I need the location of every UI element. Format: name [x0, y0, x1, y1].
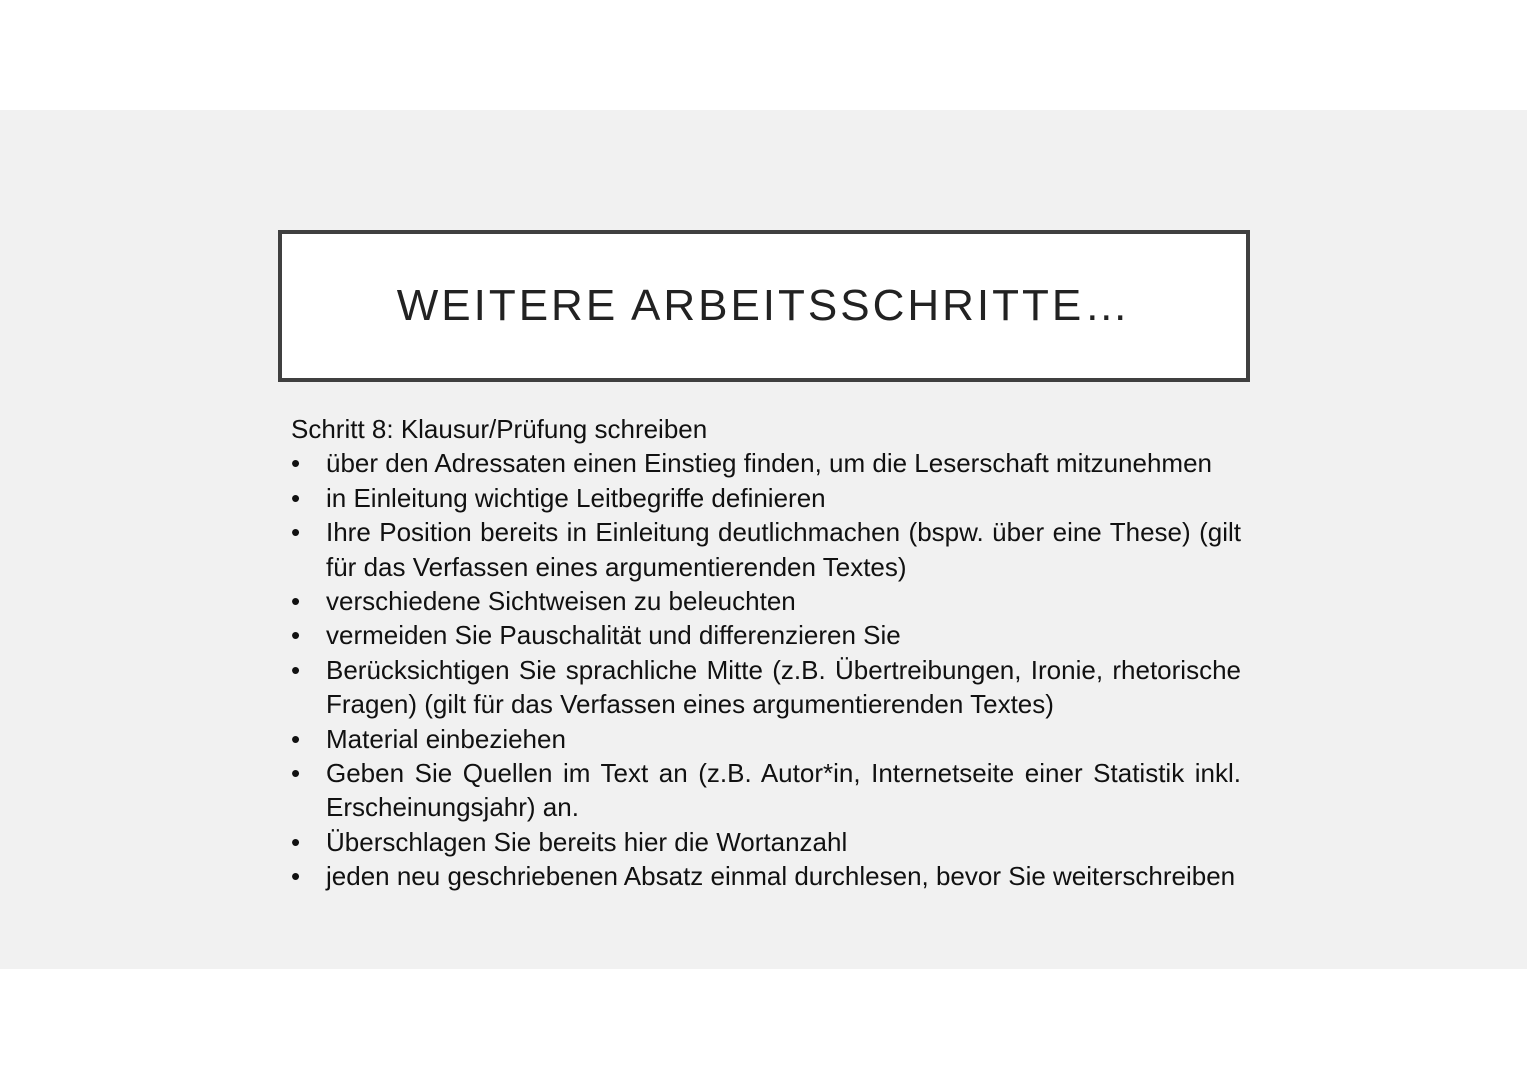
bullet-icon: • [291, 654, 301, 685]
list-item: • verschiedene Sichtweisen zu beleuchten [291, 584, 1241, 618]
bullet-icon: • [291, 861, 301, 892]
list-item: • Überschlagen Sie bereits hier die Wortanzahl [291, 825, 1241, 859]
bullet-icon: • [291, 517, 301, 548]
list-item: • Ihre Position bereits in Einleitung deutlichmachen (bspw. über eine These) (gilt für das Verfassen eines argumentierenden Textes) [291, 517, 1241, 582]
title-box [278, 230, 1250, 382]
list-item: • Geben Sie Quellen im Text an (z.B. Autor*in, Internetseite einer Statistik inkl. Erscheinungsjahr) an. [291, 758, 1241, 823]
list-item: • vermeiden Sie Pauschalität und differenzieren Sie [291, 618, 1241, 652]
list-item: • Material einbeziehen [291, 722, 1241, 756]
slide-content [291, 412, 1241, 894]
bullet-icon: • [291, 758, 301, 789]
bullet-icon: • [291, 586, 301, 617]
list-item: • Berücksichtigen Sie sprachliche Mitte (z.B. Übertreibungen, Ironie, rhetorische Fragen) (gilt für das Verfassen eines argumentierenden Textes) [291, 654, 1241, 720]
step-heading: Schritt 8: Klausur/Prüfung schreiben [291, 414, 708, 444]
list-item: • in Einleitung wichtige Leitbegriffe definieren [291, 481, 1241, 515]
slide-title: WEITERE ARBEITSSCHRITTE… [396, 281, 1132, 330]
bullet-icon: • [291, 723, 301, 754]
bullet-list [291, 446, 1241, 893]
list-item: • jeden neu geschriebenen Absatz einmal durchlesen, bevor Sie weiterschreiben [291, 859, 1241, 893]
bullet-icon: • [291, 448, 301, 479]
bullet-icon: • [291, 620, 301, 651]
bullet-icon: • [291, 826, 301, 857]
bullet-icon: • [291, 482, 301, 513]
list-item: • über den Adressaten einen Einstieg finden, um die Leserschaft mitzunehmen [291, 446, 1241, 480]
